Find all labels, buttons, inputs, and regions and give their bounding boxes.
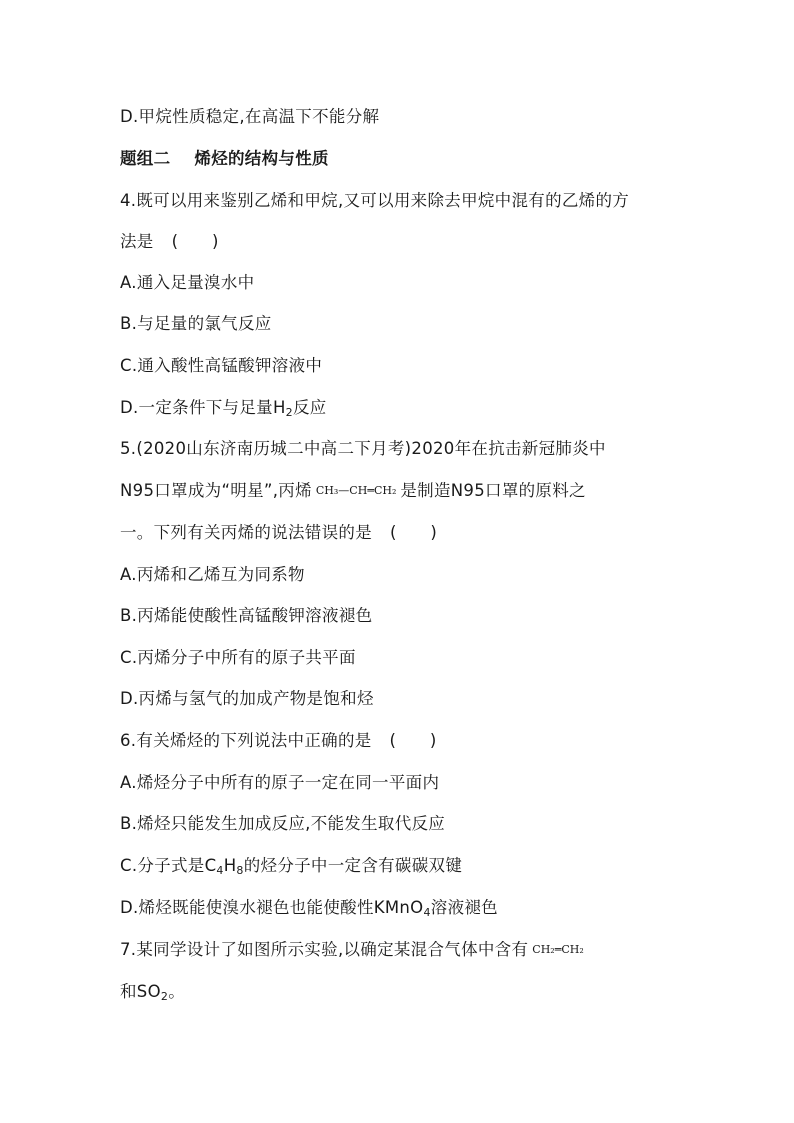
question-6-option-d xyxy=(120,896,498,920)
question-5-line-3 xyxy=(120,521,437,545)
question-text: 。 xyxy=(168,982,185,1001)
subscript: 8 xyxy=(236,864,244,877)
question-4-line-1: 4.既可以用来鉴别乙烯和甲烷,又可以用来除去甲烷中混有的乙烯的方 xyxy=(120,191,630,210)
subscript: 4 xyxy=(216,864,224,877)
option-text: D.一定条件下与足量H xyxy=(120,398,286,417)
option-text: 的烃分子中一定含有碳碳双键 xyxy=(243,856,463,875)
subscript: 2 xyxy=(160,990,169,1003)
question-text: 是制造N95口罩的原料之 xyxy=(400,481,586,500)
question-6-line-1 xyxy=(120,729,437,753)
question-5-option-b: B.丙烯能使酸性高锰酸钾溶液褪色 xyxy=(120,606,373,625)
question-4-option-b: B.与足量的氯气反应 xyxy=(120,314,272,333)
question-text: 7.某同学设计了如图所示实验,以确定某混合气体中含有 xyxy=(120,940,529,959)
section-heading-title: 烯烃的结构与性质 xyxy=(194,149,329,168)
question-text: N95口罩成为“明星”,丙烯 xyxy=(120,481,312,500)
option-text: H xyxy=(223,856,237,875)
question-5-option-a: A.丙烯和乙烯互为同系物 xyxy=(120,565,305,584)
option-text: D.烯烃既能使溴水褪色也能使酸性KMnO xyxy=(120,898,424,917)
option-text: 反应 xyxy=(292,398,327,417)
option-text: C.分子式是C xyxy=(120,856,217,875)
question-6-option-a: A.烯烃分子中所有的原子一定在同一平面内 xyxy=(120,773,440,792)
propene-formula: CH₃—CH═CH₂ xyxy=(315,484,397,497)
question-text: 一。下列有关丙烯的说法错误的是 xyxy=(120,523,372,542)
answer-blank: ( ) xyxy=(171,232,219,251)
question-4-line-2 xyxy=(120,230,219,254)
question-6-option-c xyxy=(120,854,462,878)
answer-blank: ( ) xyxy=(390,523,438,542)
question-4-option-a: A.通入足量溴水中 xyxy=(120,273,255,292)
question-4-option-d xyxy=(120,396,327,420)
answer-blank: ( ) xyxy=(389,731,437,750)
question-text: 6.有关烯烃的下列说法中正确的是 xyxy=(120,731,372,750)
question-4-option-c: C.通入酸性高锰酸钾溶液中 xyxy=(120,356,323,375)
subscript: 4 xyxy=(423,906,431,919)
section-heading xyxy=(120,147,329,171)
subscript: 2 xyxy=(285,406,293,419)
question-5-line-1: 5.(2020山东济南历城二中高二下月考)2020年在抗击新冠肺炎中 xyxy=(120,439,606,458)
option-d-methane: D.甲烷性质稳定,在高温下不能分解 xyxy=(120,107,380,126)
question-4-stem-end: 法是 xyxy=(120,232,154,251)
question-5-option-c: C.丙烯分子中所有的原子共平面 xyxy=(120,648,356,667)
question-7-line-2 xyxy=(120,980,185,1004)
question-5-line-2 xyxy=(120,479,586,503)
question-7-line-1 xyxy=(120,938,588,962)
question-text: 和SO xyxy=(120,982,161,1001)
question-5-option-d: D.丙烯与氢气的加成产物是饱和烃 xyxy=(120,689,374,708)
ethylene-formula: CH₂═CH₂ xyxy=(532,943,584,956)
section-heading-label: 题组二 xyxy=(120,149,171,168)
question-6-option-b: B.烯烃只能发生加成反应,不能发生取代反应 xyxy=(120,814,446,833)
option-text: 溶液褪色 xyxy=(430,898,498,917)
